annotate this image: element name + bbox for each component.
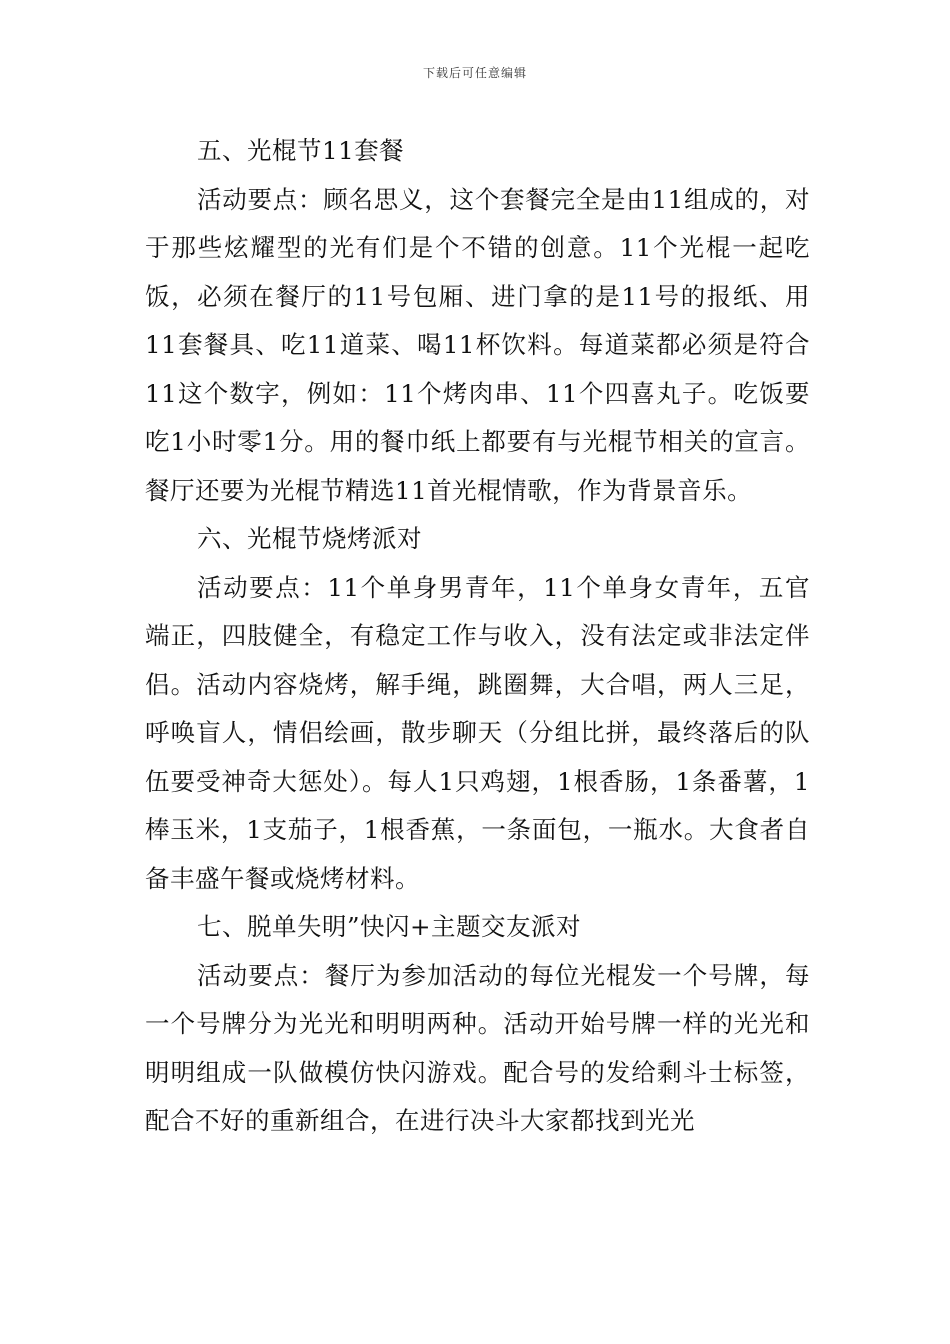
section-body-7: 活动要点：餐厅为参加活动的每位光棍发一个号牌，每一个号牌分为光光和明明两种。活动开始号牌一样的光光和明明组成一队做模仿快闪游戏。配合号的发给剩斗士标签，配合不好的重新组合，在进行决斗大家都找到光光 <box>145 960 810 1135</box>
header-note: 下载后可任意编辑 <box>422 66 527 80</box>
section-heading-6: 六、光棍节烧烤派对 <box>197 524 422 553</box>
document-body <box>145 127 810 1146</box>
section-body-6: 活动要点：11个单身男青年，11个单身女青年，五官端正，四肢健全，有稳定工作与收入，没有法定或非法定伴侣。活动内容烧烤，解手绳，跳圈舞，大合唱，两人三足，呼唤盲人，情侣绘画，散步聊天（分组比拼，最终落后的队伍要受神奇大惩处）。每人1只鸡翅，1根香肠，1条番薯，1棒玉米，1支茄子，1根香蕉，一条面包，一瓶水。大食者自备丰盛午餐或烧烤材料。 <box>145 572 810 893</box>
section-body-5: 活动要点：顾名思义，这个套餐完全是由11组成的，对于那些炫耀型的光有们是个不错的创意。11个光棍一起吃饭，必须在餐厅的11号包厢、进门拿的是11号的报纸、用11套餐具、吃11道菜、喝11杯饮料。每道菜都必须是符合11这个数字，例如：11个烤肉串、11个四喜丸子。吃饭要吃1小时零1分。用的餐巾纸上都要有与光棍节相关的宣言。餐厅还要为光棍节精选11首光棍情歌，作为背景音乐。 <box>145 184 810 505</box>
section-heading-5: 五、光棍节11套餐 <box>197 136 405 165</box>
section-heading-7: 七、脱单失明”快闪+主题交友派对 <box>197 912 582 941</box>
